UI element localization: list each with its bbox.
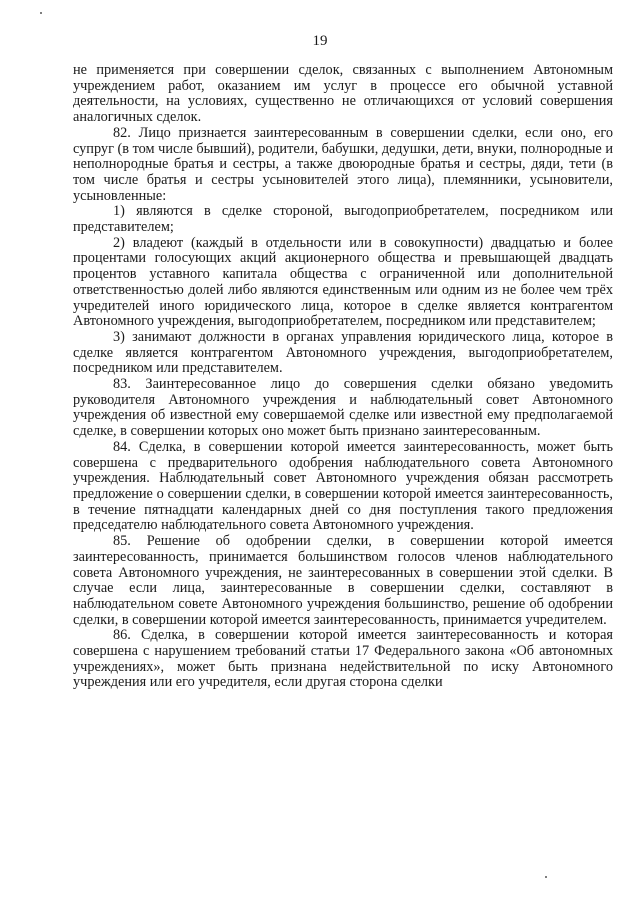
paragraph-82-item-2: 2) владеют (каждый в отдельности или в совокупности) двадцатью и более процентами голосующих акций акционерного общества и превышающей двадцать процентов уставного капитала общества с ограниченной или дополнительной ответственностью долей либо являются единственным или одним из не более чем трёх учредителей иного юридического лица, которое в сделке является контрагентом Автономного учреждения, выгодоприобретателем, посредником или представителем; xyxy=(73,234,613,330)
document-body xyxy=(73,63,613,691)
scan-artifact xyxy=(545,876,547,878)
paragraph-83: 83. Заинтересованное лицо до совершения сделки обязано уведомить руководителя Автономного учреждения и наблюдательный совет Автономного учреждения об известной ему совершаемой сделке или известной ему предполагаемой сделке, в совершении которых оно может быть признано заинтересованным. xyxy=(73,376,613,440)
paragraph-84: 84. Сделка, в совершении которой имеется заинтересованность, может быть совершена с предварительного одобрения наблюдательного совета Автономного учреждения. Наблюдательный совет Автономного учреждения обязан рассмотреть предложение о совершении сделки, в совершении которой имеется заинтересованность, в течение пятнадцати календарных дней со дня поступления такого предложения председателю наблюдательного совета Автономного учреждения. xyxy=(73,438,613,534)
paragraph-continuation: не применяется при совершении сделок, связанных с выполнением Автономным учреждением работ, оказанием им услуг в процессе его обычной уставной деятельности, на условиях, существенно не отличающихся от условий совершения аналогичных сделок. xyxy=(73,62,613,126)
paragraph-82: 82. Лицо признается заинтересованным в совершении сделки, если оно, его супруг (в том числе бывший), родители, бабушки, дедушки, дети, внуки, полнородные и неполнородные братья и сестры, а также двоюродные братья и сестры, дяди, тети (в том числе братья и сестры усыновителей этого лица), племянники, усыновители, усыновленные: xyxy=(73,124,613,204)
paragraph-86: 86. Сделка, в совершении которой имеется заинтересованность и которая совершена с нарушением требований статьи 17 Федерального закона «Об автономных учреждениях», может быть признана недействительной по иску Автономного учреждения или его учредителя, если другая сторона сделки xyxy=(73,627,613,691)
paragraph-82-item-1: 1) являются в сделке стороной, выгодоприобретателем, посредником или представителем; xyxy=(73,203,613,236)
page-number: 19 xyxy=(312,33,328,49)
paragraph-82-item-3: 3) занимают должности в органах управления юридического лица, которое в сделке является контрагентом Автономного учреждения, выгодоприобретателем, посредником или представителем. xyxy=(73,328,613,377)
paragraph-85: 85. Решение об одобрении сделки, в совершении которой имеется заинтересованность, принимается большинством голосов членов наблюдательного совета Автономного учреждения, не заинтересованных в совершении этой сделки. В случае если лица, заинтересованные в совершении сделки, составляют в наблюдательном совете Автономного учреждения большинство, решение об одобрении сделки, в совершении которой имеется заинтересованность, принимается учредителем. xyxy=(73,533,613,628)
scan-artifact xyxy=(40,12,42,14)
